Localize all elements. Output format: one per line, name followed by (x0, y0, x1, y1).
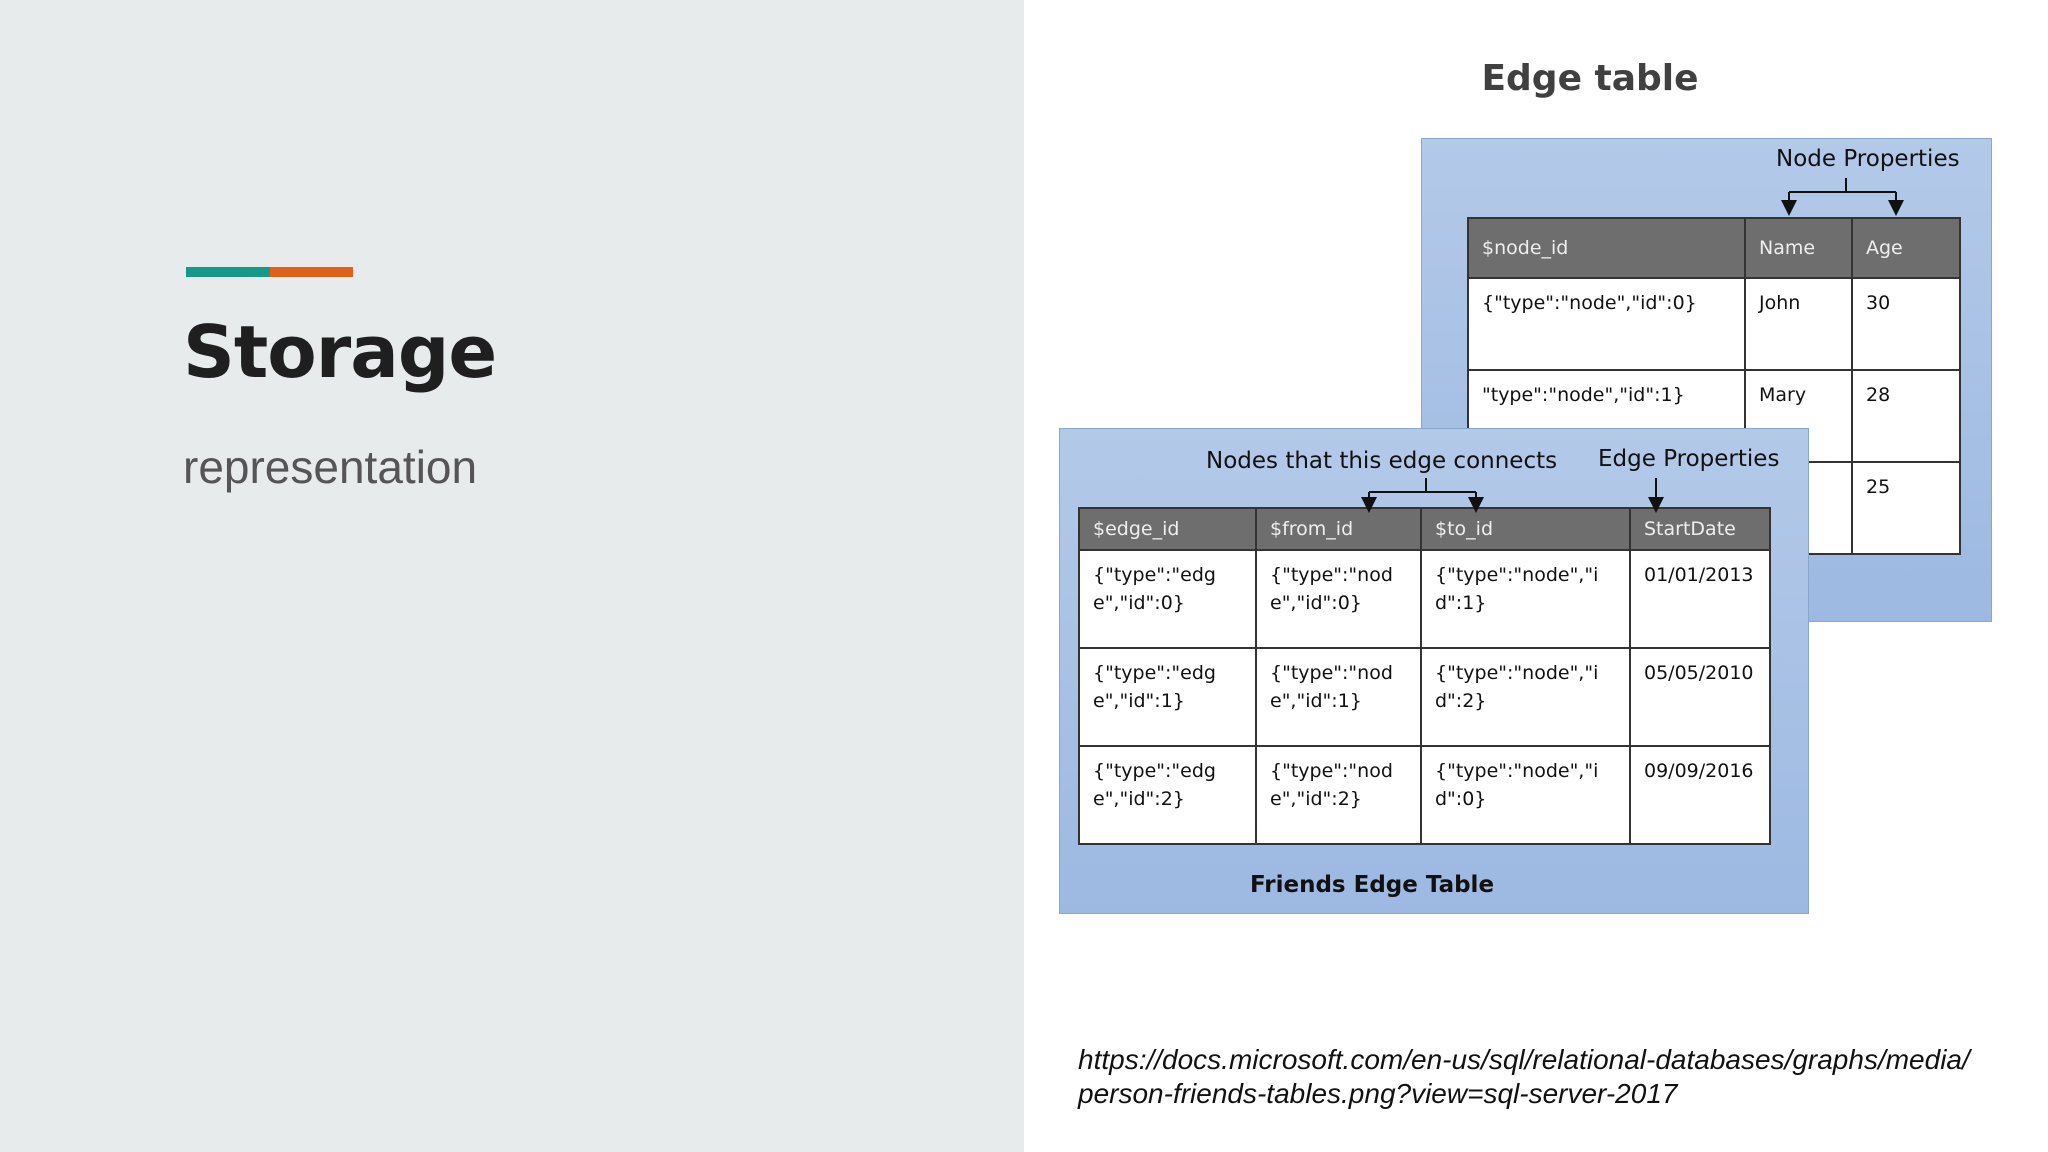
accent-segment-teal (186, 267, 270, 277)
accent-bar (186, 267, 353, 277)
from-id-cell: {"type":"node","id":2} (1256, 746, 1421, 844)
source-url-line-2: person-friends-tables.png?view=sql-server-2017 (1078, 1078, 1678, 1109)
age-cell: 28 (1852, 370, 1960, 462)
to-id-cell: {"type":"node","id":2} (1421, 648, 1630, 746)
table-row (1079, 648, 1770, 746)
start-date-cell: 09/09/2016 (1630, 746, 1770, 844)
name-cell: Mary (1745, 370, 1852, 462)
edge-properties-caption: Edge Properties (1598, 446, 1780, 472)
table-row (1079, 550, 1770, 648)
to-id-cell: {"type":"node","id":1} (1421, 550, 1630, 648)
edge-id-cell: {"type":"edge","id":2} (1079, 746, 1256, 844)
age-cell: 30 (1852, 278, 1960, 370)
header-to-id: $to_id (1421, 508, 1630, 550)
table-row (1468, 278, 1960, 370)
header-node-id: $node_id (1468, 218, 1745, 278)
edge-table (1078, 507, 1771, 845)
friends-edge-table-caption: Friends Edge Table (1250, 872, 1495, 898)
slide-subtitle: representation (183, 441, 478, 493)
header-edge-id: $edge_id (1079, 508, 1256, 550)
to-id-cell: {"type":"node","id":0} (1421, 746, 1630, 844)
start-date-cell: 05/05/2010 (1630, 648, 1770, 746)
header-start-date: StartDate (1630, 508, 1770, 550)
edge-id-cell: {"type":"edge","id":0} (1079, 550, 1256, 648)
source-url (1078, 1043, 2018, 1111)
header-from-id: $from_id (1256, 508, 1421, 550)
edge-id-cell: {"type":"edge","id":1} (1079, 648, 1256, 746)
table-row (1079, 746, 1770, 844)
source-url-line-1: https://docs.microsoft.com/en-us/sql/relational-databases/graphs/media/ (1078, 1044, 1970, 1075)
node-id-cell: {"type":"node","id":0} (1468, 278, 1745, 370)
header-name: Name (1745, 218, 1852, 278)
age-cell: 25 (1852, 462, 1960, 554)
node-properties-caption: Node Properties (1776, 146, 1960, 172)
header-age: Age (1852, 218, 1960, 278)
start-date-cell: 01/01/2013 (1630, 550, 1770, 648)
table-header-row (1079, 508, 1770, 550)
name-cell: John (1745, 278, 1852, 370)
nodes-connect-caption: Nodes that this edge connects (1206, 448, 1558, 474)
table-header-row (1468, 218, 1960, 278)
edge-table-heading: Edge table (1481, 58, 1699, 99)
node-id-cell: "type":"node","id":1} (1468, 370, 1745, 462)
accent-segment-orange (270, 267, 353, 277)
from-id-cell: {"type":"node","id":1} (1256, 648, 1421, 746)
from-id-cell: {"type":"node","id":0} (1256, 550, 1421, 648)
slide-title: Storage (183, 310, 497, 394)
